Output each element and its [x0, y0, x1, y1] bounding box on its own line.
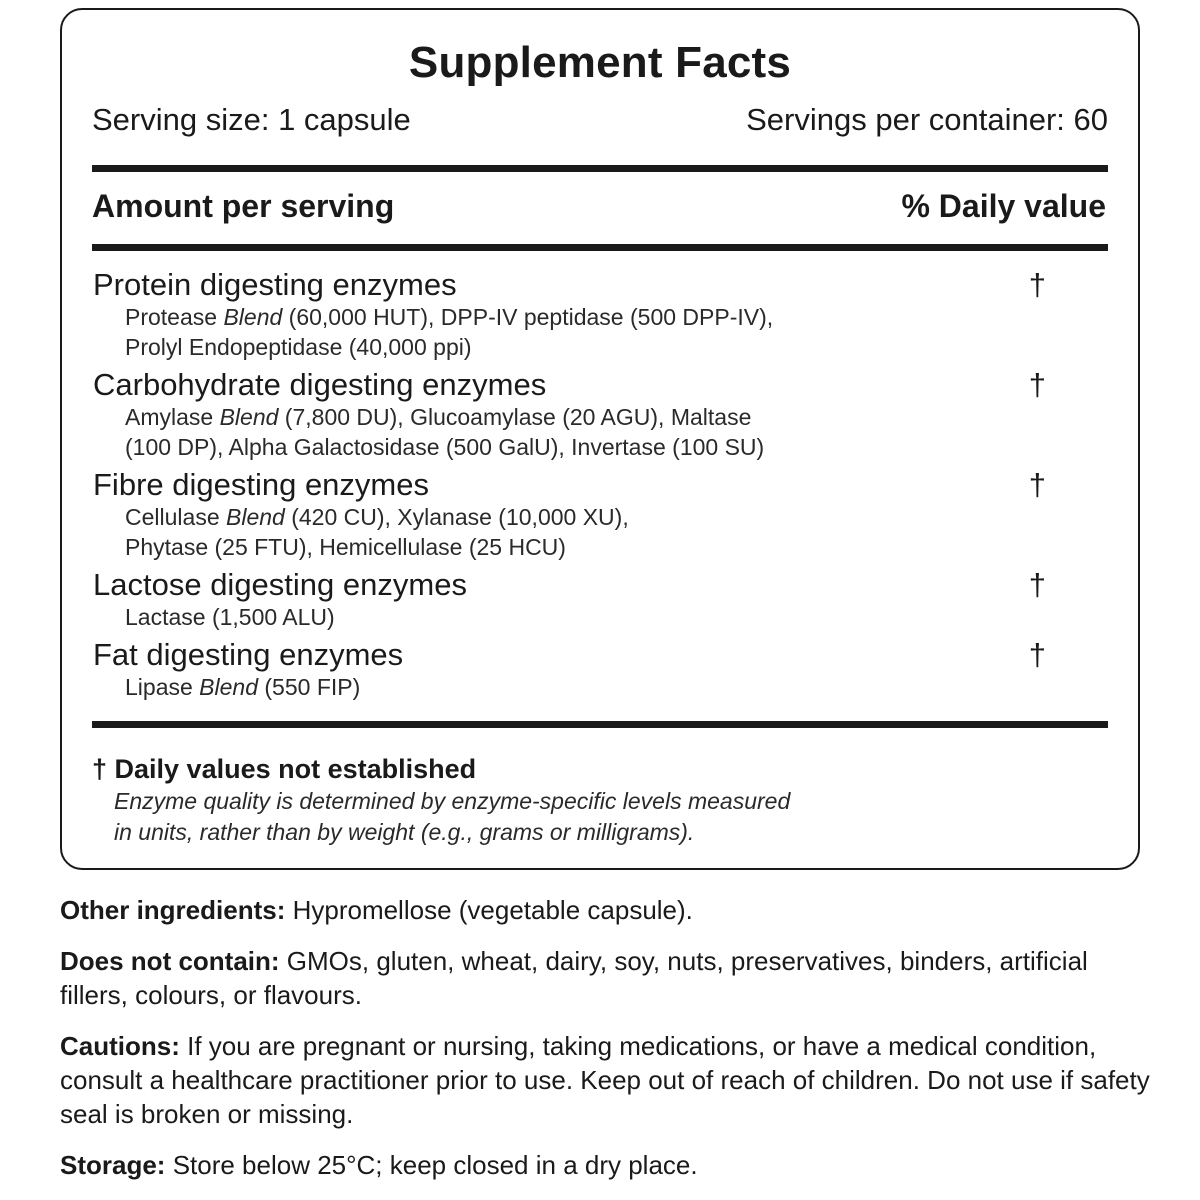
divider-thick: [92, 721, 1108, 728]
storage: [60, 1148, 1160, 1182]
daily-value-footnote: [92, 752, 790, 848]
column-header-row: [92, 188, 1106, 225]
enzyme-group-name: Carbohydrate digesting enzymes: [93, 367, 547, 402]
enzyme-detail-line: Lactase (1,500 ALU): [125, 604, 335, 630]
note-label: Does not contain:: [60, 946, 280, 976]
note-label: Storage:: [60, 1150, 166, 1180]
enzyme-detail-line: (100 DP), Alpha Galactosidase (500 GalU), Invertase (100 SU): [125, 434, 765, 460]
enzyme-group-protein: [93, 268, 1108, 362]
servings-per-container: Servings per container: 60: [746, 102, 1108, 137]
enzyme-detail-line: Phytase (25 FTU), Hemicellulase (25 HCU): [125, 534, 566, 560]
enzyme-group-fibre: [93, 468, 1108, 562]
other-ingredients: [60, 893, 1160, 927]
divider-thick: [92, 165, 1108, 172]
note-text: Store below 25°C; keep closed in a dry place.: [165, 1150, 698, 1180]
divider-thick: [92, 244, 1108, 251]
daily-value-dagger: †: [1028, 267, 1046, 302]
daily-value-dagger: †: [1028, 367, 1046, 402]
footnote-title: † Daily values not established: [92, 754, 477, 784]
daily-value-dagger: †: [1028, 467, 1046, 502]
enzyme-group-carbohydrate: [93, 368, 1108, 462]
enzyme-group-name: Protein digesting enzymes: [93, 267, 457, 302]
enzyme-group-fat: [93, 638, 1108, 702]
note-label: Other ingredients:: [60, 895, 286, 925]
panel-title: Supplement Facts: [408, 38, 792, 87]
amount-header: Amount per serving: [92, 188, 395, 224]
note-text: If you are pregnant or nursing, taking medications, or have a medical condition, consult a healthcare practitioner prior to use. Keep out of reach of children. Do not use if safety seal is broken or missing.: [60, 1031, 1150, 1129]
enzyme-detail-line: Lipase Blend (550 FIP): [125, 674, 361, 700]
enzyme-detail-line: Protease Blend (60,000 HUT), DPP-IV peptidase (500 DPP-IV),: [125, 304, 774, 330]
enzyme-detail-line: Amylase Blend (7,800 DU), Glucoamylase (20 AGU), Maltase: [125, 404, 752, 430]
enzyme-group-name: Fibre digesting enzymes: [93, 467, 429, 502]
serving-info-row: [92, 102, 1108, 138]
note-label: Cautions:: [60, 1031, 180, 1061]
cautions: [60, 1029, 1160, 1131]
does-not-contain: [60, 944, 1160, 1012]
enzyme-group-name: Fat digesting enzymes: [93, 637, 404, 672]
enzyme-detail-line: Cellulase Blend (420 CU), Xylanase (10,000 XU),: [125, 504, 629, 530]
footnote-text-line: Enzyme quality is determined by enzyme-specific levels measured: [114, 788, 791, 814]
daily-value-dagger: †: [1028, 637, 1046, 672]
serving-size: Serving size: 1 capsule: [92, 102, 411, 137]
daily-value-dagger: †: [1028, 567, 1046, 602]
note-text: Hypromellose (vegetable capsule).: [285, 895, 693, 925]
enzyme-group-lactose: [93, 568, 1108, 632]
note-text: GMOs, gluten, wheat, dairy, soy, nuts, preservatives, binders, artificial fillers, colours, or flavours.: [60, 946, 1088, 1010]
supplement-facts-panel: [60, 8, 1140, 870]
daily-value-header: % Daily value: [901, 188, 1106, 224]
footnote-text-line: in units, rather than by weight (e.g., grams or milligrams).: [114, 819, 695, 845]
enzyme-group-name: Lactose digesting enzymes: [93, 567, 467, 602]
label-notes: [60, 893, 1160, 1199]
enzyme-detail-line: Prolyl Endopeptidase (40,000 ppi): [125, 334, 472, 360]
